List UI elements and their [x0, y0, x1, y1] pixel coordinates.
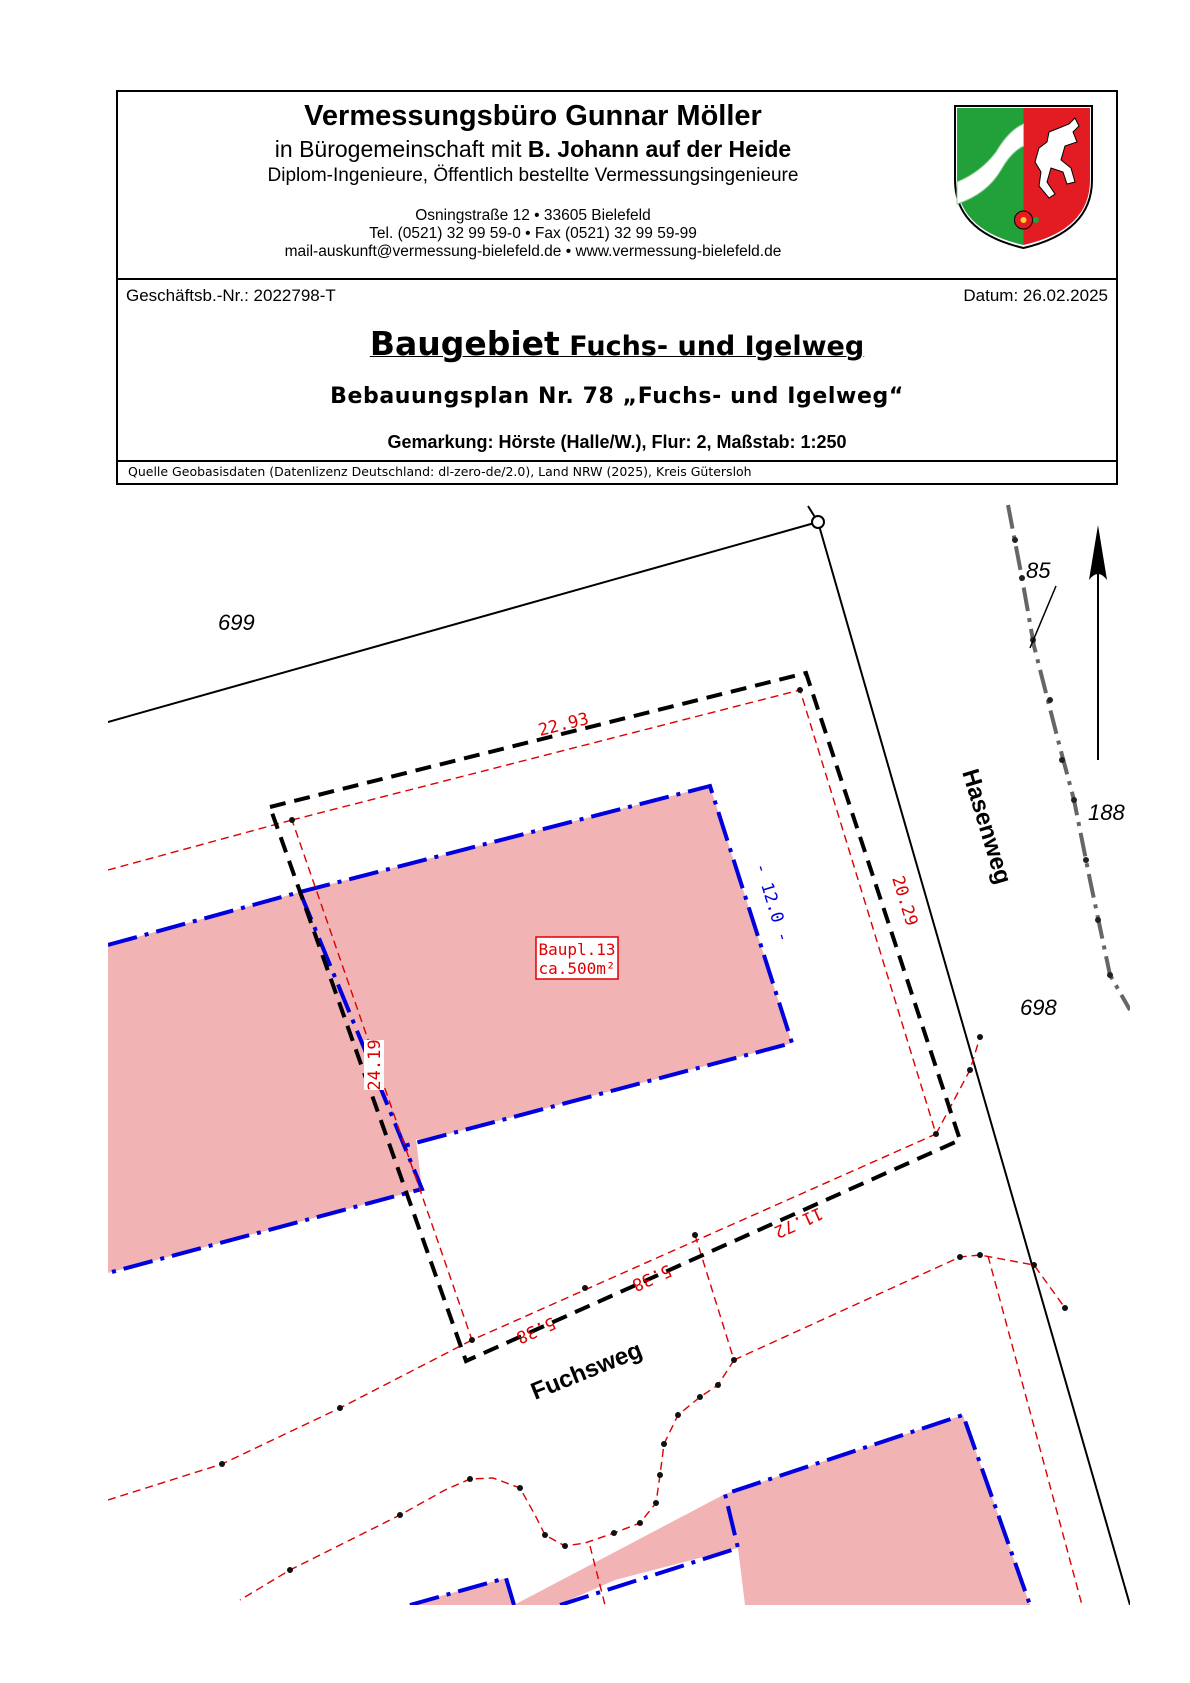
plan-subtitle: Bebauungsplan Nr. 78 „Fuchs- und Igelweg“ — [330, 384, 904, 409]
parcel-boundary — [108, 522, 818, 722]
plan-date: Datum: 26.02.2025 — [963, 286, 1108, 305]
parcel-number-85: 85 — [1026, 558, 1051, 583]
planned-line — [108, 1340, 472, 1500]
parcel-number-188: 188 — [1088, 800, 1125, 825]
office-name: Vermessungsbüro Gunnar Möller — [304, 100, 762, 132]
plot-label-line2: ca.500m² — [538, 959, 616, 978]
dimension-left: 24.19 — [365, 1039, 385, 1091]
parcel-number-699: 699 — [218, 610, 255, 635]
building-area — [108, 786, 792, 1273]
boundary-marker — [812, 516, 824, 528]
street-name-hasenweg: Hasenweg — [956, 765, 1017, 888]
dimension-bottom-left: 5.38 — [512, 1312, 559, 1348]
dimension-bottom-mid: 5.38 — [628, 1259, 675, 1295]
data-source: Quelle Geobasisdaten (Datenlizenz Deutschland: dl-zero-de/2.0), Land NRW (2025), Kreis Gütersloh — [128, 464, 752, 479]
gemarkung-info: Gemarkung: Hörste (Halle/W.), Flur: 2, Maßstab: 1:250 — [387, 432, 847, 452]
title-part1: Baugebiet — [369, 324, 560, 363]
title-part2: Fuchs- und Igelweg — [559, 331, 865, 362]
office-profession: Diplom-Ingenieure, Öffentlich bestellte Vermessungsingenieure — [267, 165, 799, 186]
planned-line — [734, 1255, 1065, 1360]
office-web: mail-auskunft@vermessung-bielefeld.de • www.vermessung-bielefeld.de — [284, 243, 782, 260]
dimension-right: 20.29 — [887, 873, 922, 929]
partner-name: B. Johann auf der Heide — [527, 136, 792, 162]
dimension-bottom-right: 11.72 — [770, 1202, 826, 1242]
building-area — [410, 1415, 1030, 1605]
street-name-fuchsweg: Fuchsweg — [527, 1336, 647, 1406]
dimension-top: 22.93 — [536, 709, 591, 741]
partner-prefix: in Bürogemeinschaft mit — [274, 136, 522, 162]
planned-line — [108, 820, 292, 870]
plot-label-line1: Baupl.13 — [538, 940, 616, 959]
reference-line — [1030, 586, 1056, 648]
office-phone-fax: Tel. (0521) 32 99 59-0 • Fax (0521) 32 99 59-99 — [369, 225, 697, 242]
office-address: Osningstraße 12 • 33605 Bielefeld — [415, 207, 651, 224]
parcel-number-698: 698 — [1020, 995, 1057, 1020]
north-arrow-icon — [1089, 525, 1107, 760]
case-number: Geschäftsb.-Nr.: 2022798-T — [126, 286, 336, 305]
dimension-building-depth: - 12.0 - — [750, 860, 794, 945]
